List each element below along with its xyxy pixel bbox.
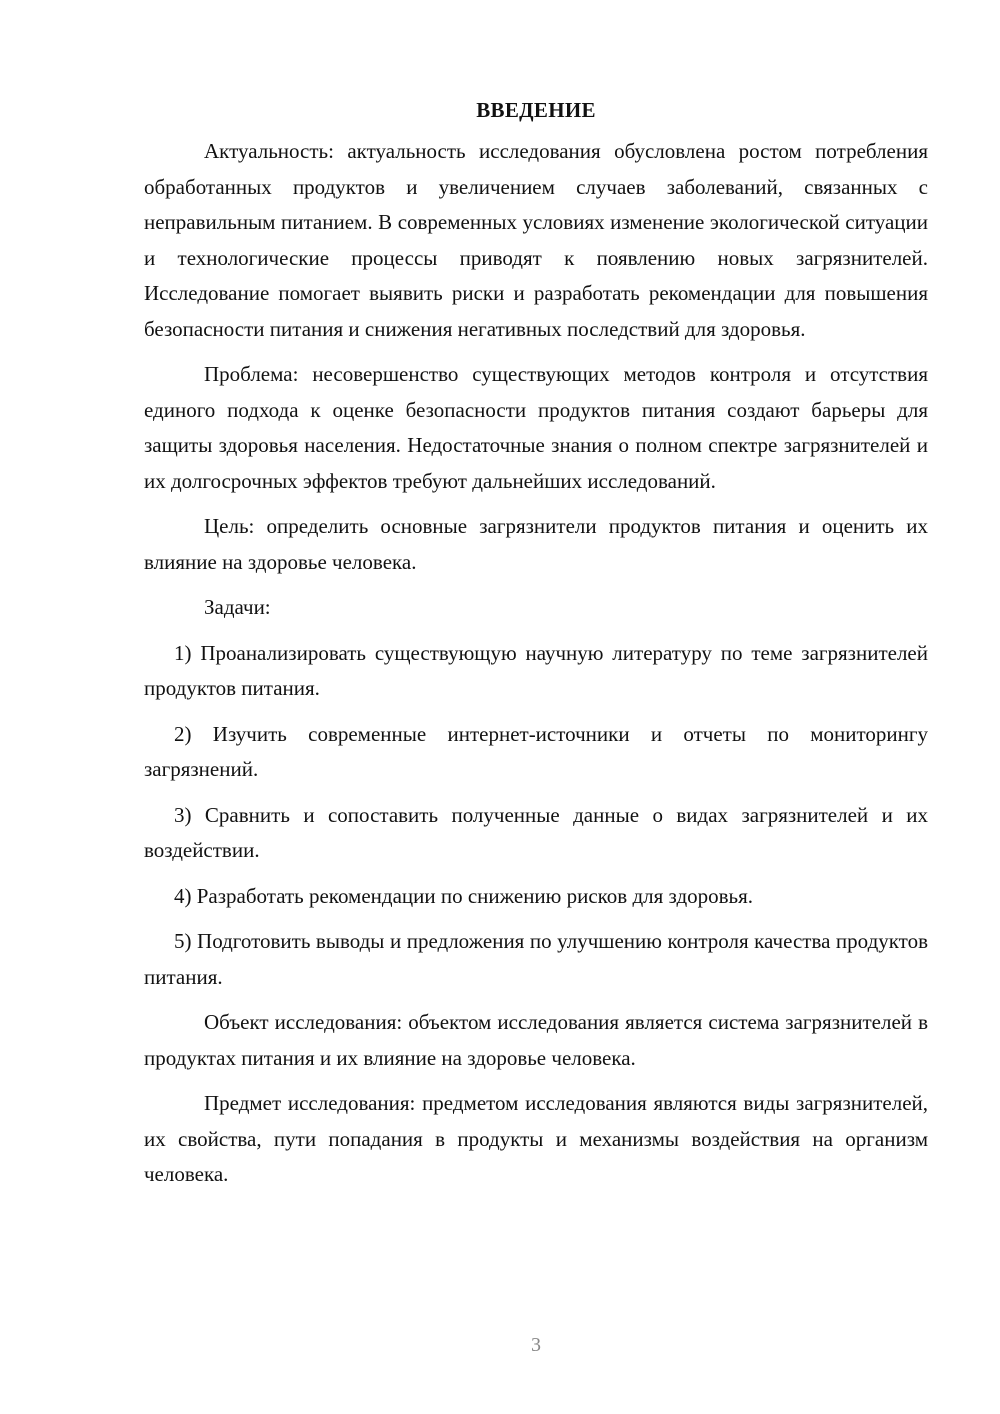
task-list — [144, 636, 928, 996]
document-page — [144, 92, 928, 1203]
task-item-3: 3) Сравнить и сопоставить полученные данные о видах загрязнителей и их воздействии. — [144, 802, 928, 862]
paragraph-problem: Проблема: несовершенство существующих методов контроля и отсутствия единого подхода к оценке безопасности продуктов питания создают барьеры для защиты здоровья населения. Недостаточные знания о полном спектре загрязнителей и их долгосрочных эффектов требуют дальнейших исследований. — [144, 362, 928, 493]
task-item-2: 2) Изучить современные интернет-источники и отчеты по мониторингу загрязнений. — [144, 721, 928, 781]
paragraph-relevance: Актуальность: актуальность исследования обусловлена ростом потребления обработанных продуктов и увеличением случаев заболеваний, связанных с неправильным питанием. В современных условиях изменение экологической ситуации и технологические процессы приводят к появлению новых загрязнителей. Исследование помогает выявить риски и разработать рекомендации для повышения безопасности питания и снижения негативных последствий для здоровья. — [144, 139, 928, 341]
section-title: ВВЕДЕНИЕ — [476, 98, 596, 122]
paragraph-subject: Предмет исследования: предметом исследования являются виды загрязнителей, их свойства, пути попадания в продукты и механизмы воздействия на организм человека. — [144, 1091, 928, 1186]
paragraph-goal: Цель: определить основные загрязнители продуктов питания и оценить их влияние на здоровье человека. — [144, 514, 928, 574]
paragraph-object: Объект исследования: объектом исследования является система загрязнителей в продуктах питания и их влияние на здоровье человека. — [144, 1010, 928, 1070]
task-item-4: 4) Разработать рекомендации по снижению рисков для здоровья. — [174, 883, 754, 908]
task-item-1: 1) Проанализировать существующую научную литературу по теме загрязнителей продуктов питания. — [144, 640, 928, 700]
paragraph-tasks-heading: Задачи: — [204, 595, 271, 619]
page-number: 3 — [531, 1334, 541, 1356]
task-item-5: 5) Подготовить выводы и предложения по улучшению контроля качества продуктов питания. — [144, 929, 928, 989]
